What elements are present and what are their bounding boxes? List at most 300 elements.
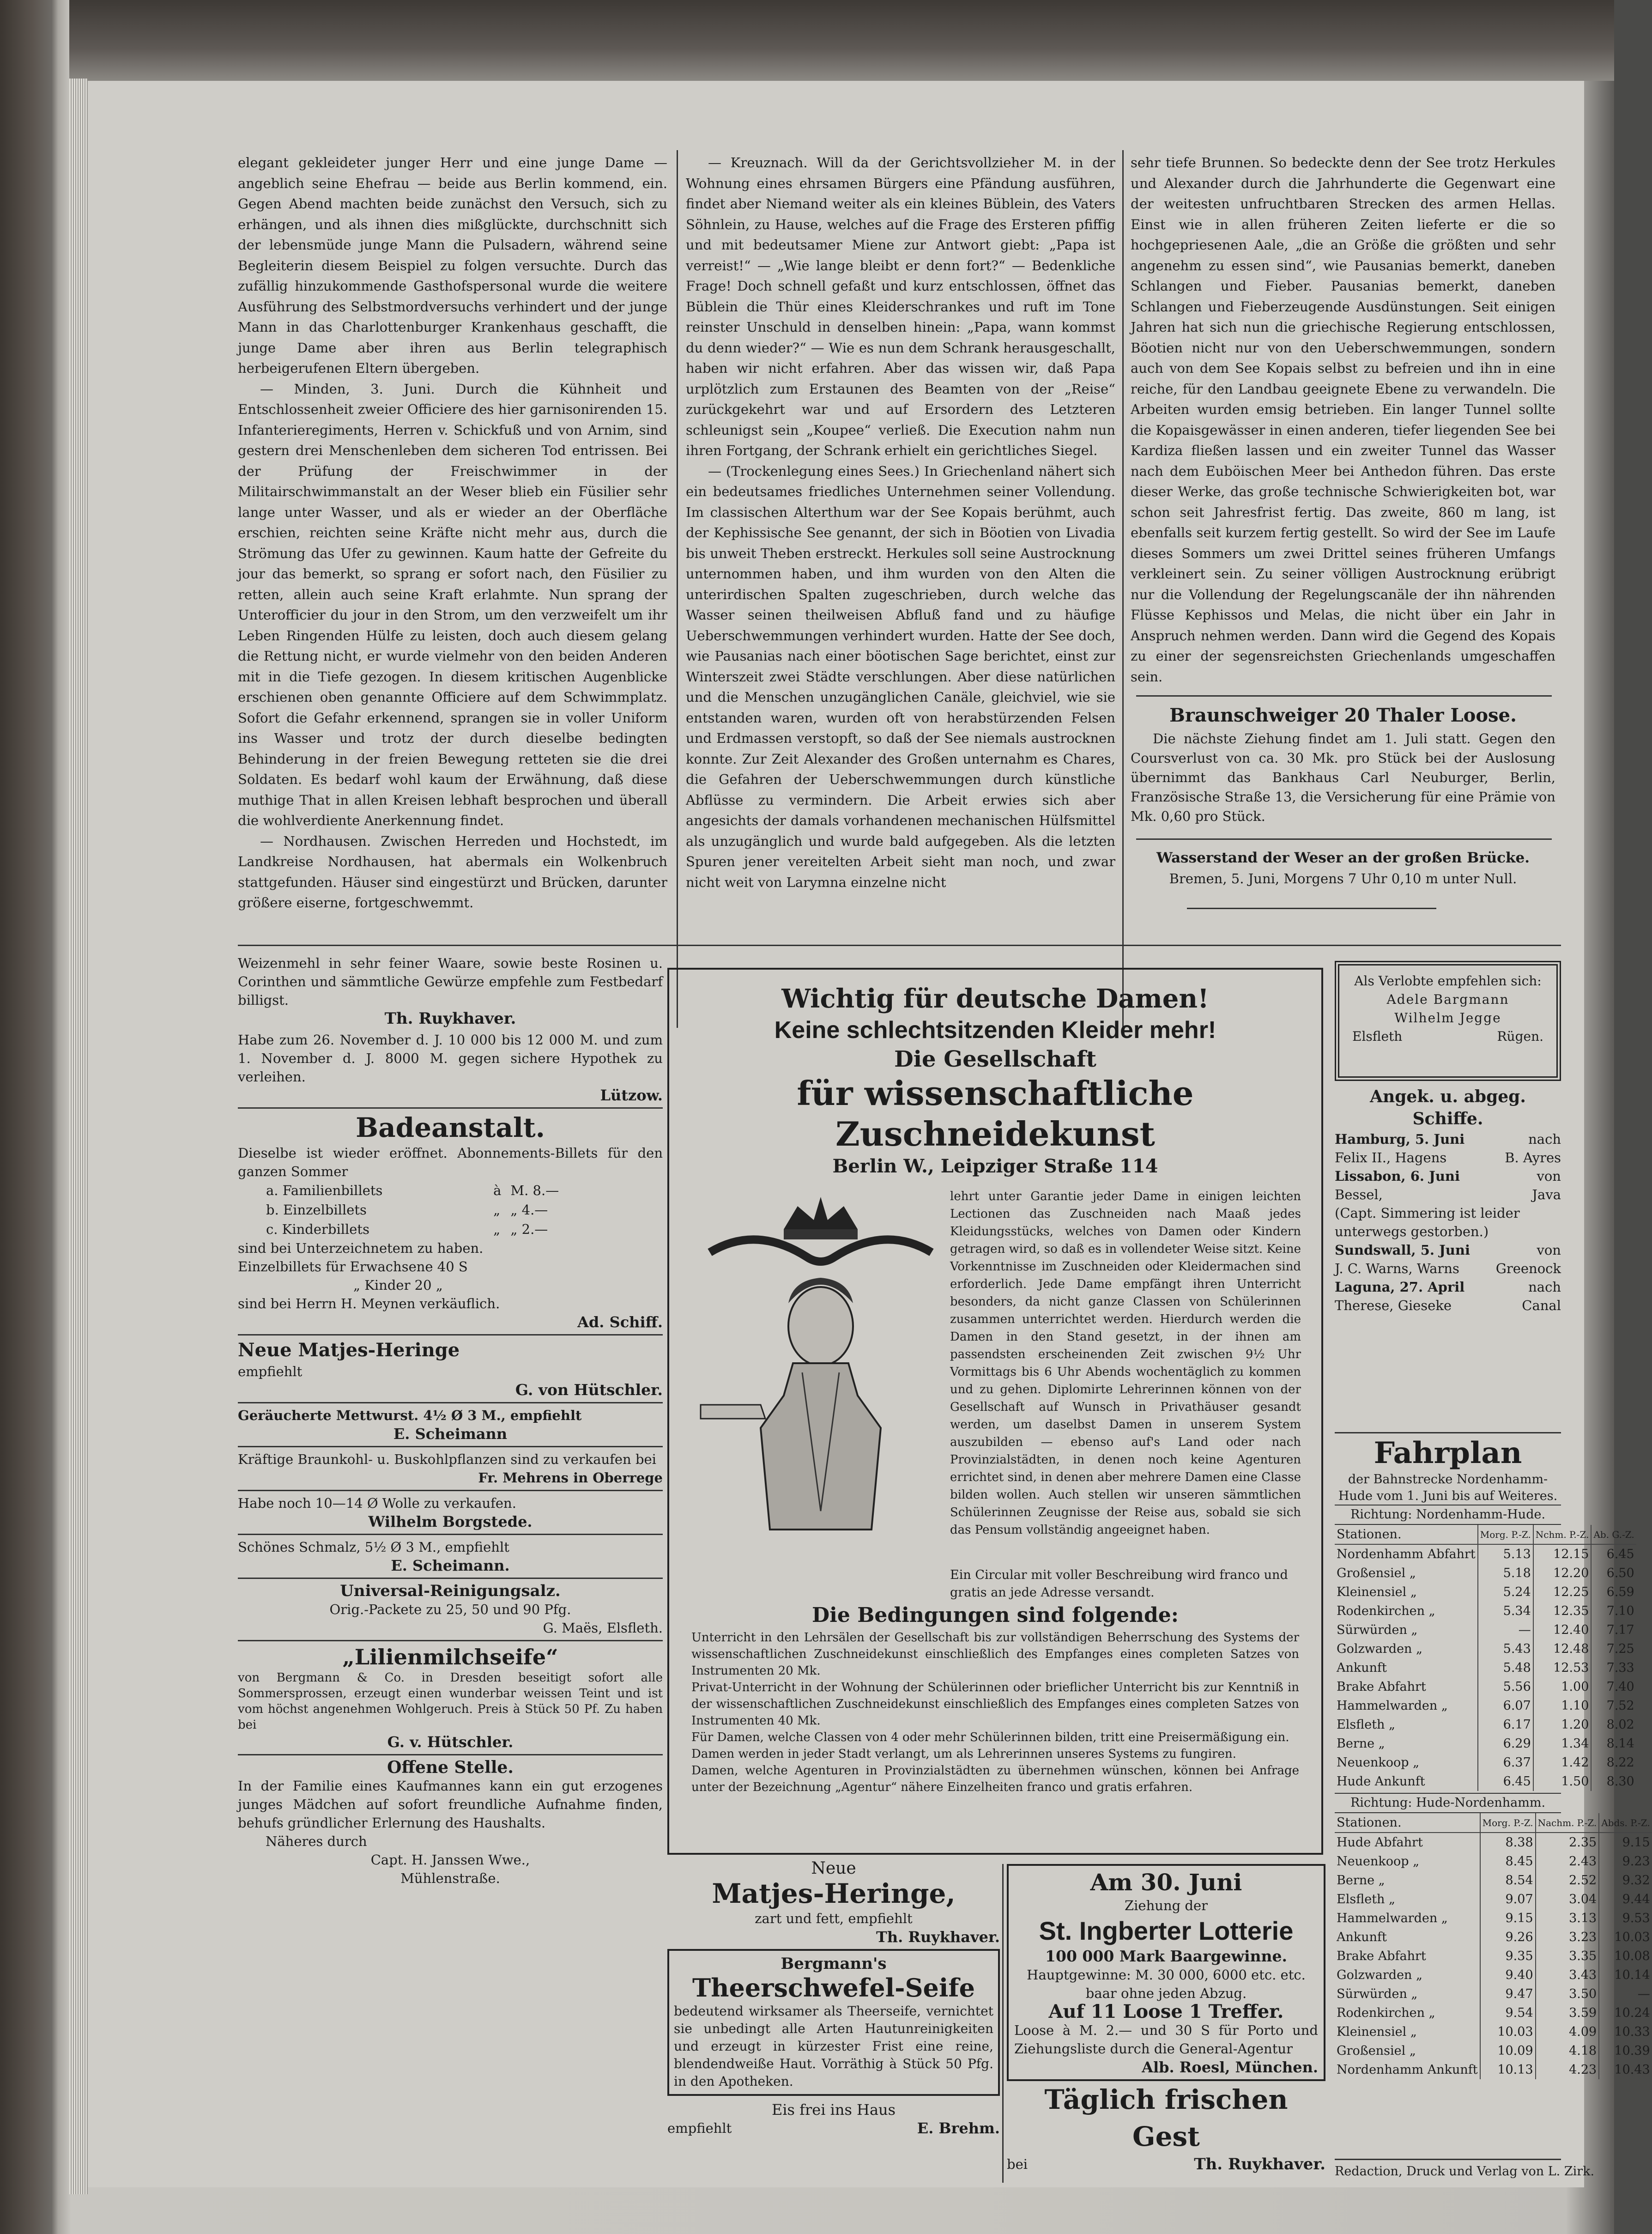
ad-mettwurst-text: Geräucherte Mettwurst. 4½ Ø 3 M., empfiehlt [238, 1408, 582, 1423]
ad-weizenmehl-signature: Th. Ruykhaver. [384, 1009, 516, 1028]
book-page-edges [69, 79, 88, 2194]
timetable-time: 8.54 [1480, 1871, 1536, 1890]
ad-matjes-title: Neue Matjes-Heringe [238, 1339, 460, 1361]
timetable-station: Sürwürden „ [1337, 1987, 1418, 2001]
timetable-station: Hammelwarden „ [1337, 1699, 1448, 1713]
timetable-time: 3.59 [1536, 2003, 1599, 2022]
price-value: M. 8.— [510, 1183, 559, 1198]
timetable-row [1335, 1985, 1652, 2003]
ad-stelle-signature: Capt. H. Janssen Wwe., [370, 1852, 530, 1868]
timetable-row [1335, 1909, 1652, 1928]
ad-stelle-text: In der Familie eines Kaufmannes kann ein gut erzogenes junges Mädchen auf sofort freundliche Aufnahme finden, behufs gründlicher Erlernung des Haushalts. [238, 1778, 663, 1831]
timetable-time: 5.34 [1478, 1602, 1533, 1621]
timetable-time: 6.17 [1478, 1715, 1533, 1734]
price-value: „ 4.— [510, 1202, 548, 1218]
timetable-header-cell: Morg. P.-Z. [1480, 1813, 1536, 1833]
timetable-time: 3.35 [1536, 1947, 1599, 1966]
ad-lotterie-title: St. Ingberter Lotterie [1039, 1916, 1294, 1945]
timetable-time: 3.23 [1536, 1928, 1599, 1947]
timetable-time: 12.48 [1533, 1639, 1591, 1658]
timetable-station: Brake Abfahrt [1337, 1680, 1426, 1694]
ad-reinigung-signature: G. Maës, Elsfleth. [543, 1620, 663, 1636]
ship-line [1335, 1278, 1561, 1296]
timetable-row [1335, 1544, 1636, 1564]
ad-lotterie-label: Ziehung der [1125, 1898, 1208, 1913]
ad-lilien-signature: G. v. Hütschler. [387, 1733, 514, 1751]
ad-lotterie-agent: Alb. Roesl, München. [1142, 2058, 1318, 2076]
timetable-station: Golzwarden „ [1337, 1642, 1423, 1656]
timetable-row [1335, 1928, 1652, 1947]
timetable-time: 2.52 [1536, 1871, 1599, 1890]
price-value: „ 2.— [510, 1221, 548, 1237]
fahrplan-section [1335, 1432, 1650, 2157]
ad-damen-conditions-title: Die Bedingungen sind folgende: [812, 1603, 1179, 1627]
news-column-2 [686, 152, 1115, 892]
ad-badeanstalt-prices [266, 1181, 605, 1239]
ship-line-left: Hamburg, 5. Juni [1335, 1131, 1465, 1147]
ad-reinigung-text: Orig.-Packete zu 25, 50 und 90 Pfg. [329, 1602, 571, 1617]
ship-line [1335, 1130, 1561, 1148]
ad-wolle-signature: Wilhelm Borgstede. [368, 1513, 533, 1530]
timetable-time: 5.13 [1478, 1544, 1533, 1564]
ad-damen-body-area [691, 1188, 1299, 1566]
ad-braunkohl-text: Kräftige Braunkohl- u. Buskohlpflanzen sind zu verkaufen bei [238, 1451, 656, 1467]
timetable-time: 6.37 [1478, 1753, 1533, 1772]
ad-gest-footer [1007, 2155, 1325, 2173]
timetable-time: 10.39 [1599, 2041, 1652, 2060]
timetable-time: 9.15 [1480, 1909, 1536, 1928]
ad-theer-brand: Bergmann's [781, 1955, 887, 1973]
timetable-row [1335, 1621, 1636, 1639]
timetable-time: 10.08 [1599, 1947, 1652, 1966]
ship-line [1335, 1148, 1561, 1167]
ad-theer-title: Theerschwefel-Seife [692, 1973, 975, 2003]
fahrplan-direction-2: Richtung: Hude-Nordenhamm. [1335, 1793, 1561, 1813]
ship-line-left: Lissabon, 6. Juni [1335, 1168, 1460, 1184]
timetable-time: 8.38 [1480, 1833, 1536, 1852]
timetable-time: 7.10 [1591, 1602, 1636, 1621]
timetable-time: 12.25 [1533, 1583, 1591, 1602]
ad-rule [238, 1490, 663, 1491]
ships-title: Angek. u. abgeg. Schiffe. [1370, 1087, 1526, 1129]
timetable-time: 4.09 [1536, 2022, 1599, 2041]
ad-braunkohl-signature: Fr. Mehrens in Oberrege [478, 1470, 663, 1486]
ad-damen-condition: Damen, welche Agenturen in Provinzialstädten zu übernehmen wünschen, können bei Anfrage unter der Bezeichnung „Agentur“ nähere Einzelheiten franco und gratis erfahren. [691, 1764, 1299, 1794]
timetable-time: 9.53 [1599, 1909, 1652, 1928]
timetable-time: 6.29 [1478, 1734, 1533, 1753]
ad-damen-condition: Für Damen, welche Classen von 4 oder mehr Schülerinnen bilden, tritt eine Preisermäßigung ein. [691, 1730, 1289, 1744]
timetable-station: Sürwürden „ [1337, 1623, 1418, 1637]
section-rule [1187, 908, 1436, 909]
ship-line-right: Greenock [1495, 1261, 1561, 1276]
ship-line-left: J. C. Warns, Warns [1335, 1261, 1459, 1276]
ship-line-left: (Capt. Simmering ist leider unterwegs gestorben.) [1335, 1205, 1520, 1239]
ad-badeanstalt-intro: Dieselbe ist wieder eröffnet. Abonnements-Billets für den ganzen Sommer [238, 1145, 663, 1179]
timetable-station: Hammelwarden „ [1337, 1911, 1448, 1925]
ad-matjes2-signature: Th. Ruykhaver. [876, 1928, 1000, 1946]
water-level-notice [1131, 848, 1555, 889]
ads-center-lower-right [1007, 1864, 1325, 2183]
timetable-time: 9.15 [1599, 1833, 1652, 1852]
timetable-header-cell: Stationen. [1337, 1815, 1402, 1830]
ad-badeanstalt-signature: Ad. Schiff. [577, 1313, 663, 1331]
ship-line-left: Laguna, 27. April [1335, 1279, 1465, 1295]
timetable-time: 6.45 [1478, 1772, 1533, 1791]
timetable-time: 5.24 [1478, 1583, 1533, 1602]
timetable-time: 4.23 [1536, 2060, 1599, 2079]
timetable-header-cell: Nachm. P.-Z. [1536, 1813, 1599, 1833]
ad-stelle-street: Mühlenstraße. [400, 1870, 500, 1886]
timetable-header-cell: Ab. G.-Z. [1591, 1525, 1636, 1544]
timetable-time: 10.09 [1480, 2041, 1536, 2060]
ship-line [1335, 1259, 1561, 1278]
ad-rule [238, 1578, 663, 1579]
timetable-station: Ankunft [1337, 1661, 1387, 1675]
ad-schmalz-text: Schönes Schmalz, 5½ Ø 3 M., empfiehlt [238, 1539, 509, 1555]
timetable-time: 6.45 [1591, 1544, 1636, 1564]
ad-lotterie-price: Loose à M. 2.— und 30 S für Porto und Ziehungsliste durch die General-Agentur [1014, 2022, 1318, 2057]
ad-eis-title: Eis frei ins Haus [771, 2101, 896, 2119]
footer-rule [1335, 2159, 1561, 2160]
timetable-time: 8.45 [1480, 1852, 1536, 1871]
timetable-time: 9.40 [1480, 1966, 1536, 1985]
price-row [266, 1220, 605, 1239]
news-paragraph: — Nordhausen. Zwischen Herreden und Hochstedt, im Landkreise Nordhausen, hat abermals ein Wolkenbruch stattgefunden. Häuser sind eingestürzt und Brücken, darunter größere eiserne, fortgeschwemmt. [238, 833, 667, 911]
timetable-time: 12.20 [1533, 1564, 1591, 1583]
timetable-time: 6.59 [1591, 1583, 1636, 1602]
ship-line [1335, 1204, 1561, 1241]
timetable-header-cell: Morg. P.-Z. [1478, 1525, 1533, 1544]
timetable-station: Großensiel „ [1337, 2044, 1416, 2058]
ad-damen-condition: Unterricht in den Lehrsälen der Gesellschaft bis zur vollständigen Beherrschung des Systems der wissenschaftlichen Zuschneidekunst einschließlich des Empfanges eines completen Satzes von Instrumenten 20 Mk. [691, 1631, 1299, 1678]
news-column-1 [238, 152, 667, 913]
timetable-header-row [1335, 1525, 1636, 1544]
timetable-row [1335, 1772, 1636, 1791]
ship-line-right: Java [1532, 1187, 1561, 1202]
ad-damen-box [667, 968, 1323, 1855]
ad-badeanstalt-title: Badeanstalt. [356, 1112, 545, 1143]
ship-line-right: von [1537, 1242, 1561, 1258]
section-rule [1136, 838, 1552, 840]
timetable-time: 7.17 [1591, 1621, 1636, 1639]
ad-matjes2-label: Neue [811, 1859, 856, 1878]
timetable-row [1335, 1734, 1636, 1753]
timetable-time: 10.14 [1599, 1966, 1652, 1985]
timetable-station: Brake Abfahrt [1337, 1949, 1426, 1963]
timetable-row [1335, 1564, 1636, 1583]
timetable-time: 9.35 [1480, 1947, 1536, 1966]
timetable-time: 12.15 [1533, 1544, 1591, 1564]
timetable-time: 7.25 [1591, 1639, 1636, 1658]
timetable-row [1335, 1890, 1652, 1909]
timetable-row [1335, 1871, 1652, 1890]
ad-damen-subheadline: Keine schlechtsitzenden Kleider mehr! [774, 1017, 1216, 1044]
price-prefix: „ [493, 1221, 501, 1237]
section-rule [1335, 1432, 1561, 1433]
ad-lotterie-note: baar ohne jeden Abzug. [1085, 1985, 1247, 2001]
timetable-time: 1.34 [1533, 1734, 1591, 1753]
timetable-row [1335, 1639, 1636, 1658]
ad-badeanstalt-seller: sind bei Herrn H. Meynen verkäuflich. [238, 1296, 500, 1311]
ship-line-left: Felix II., Hagens [1335, 1150, 1447, 1166]
timetable-time: 6.50 [1591, 1564, 1636, 1583]
price-label: b. Einzelbillets [266, 1202, 367, 1218]
ad-lotterie-main-prizes: Hauptgewinne: M. 30 000, 6000 etc. etc. [1027, 1967, 1306, 1983]
ships-section [1335, 1086, 1561, 1427]
timetable-time: 3.04 [1536, 1890, 1599, 1909]
ad-matjes-text: empfiehlt [238, 1364, 303, 1379]
timetable-header-cell: Abds. P.-Z. [1599, 1813, 1652, 1833]
news-column-3 [1131, 152, 1555, 687]
ad-lotterie-prize: 100 000 Mark Baargewinne. [1045, 1947, 1287, 1965]
timetable-time: 8.14 [1591, 1734, 1636, 1753]
ship-line-right: nach [1528, 1279, 1561, 1295]
timetable-time: 1.00 [1533, 1677, 1591, 1696]
ad-matjes2-title: Matjes-Heringe, [712, 1878, 956, 1909]
ship-line [1335, 1241, 1561, 1259]
fahrplan-title: Fahrplan [1374, 1436, 1522, 1470]
ad-matjes-signature: G. von Hütschler. [515, 1381, 663, 1399]
ad-hypothek-text: Habe zum 26. November d. J. 10 000 bis 12 000 M. und zum 1. November d. J. 8000 M. gegen sichere Hypothek zu verleihen. [238, 1032, 663, 1085]
ad-damen-body: lehrt unter Garantie jeder Dame in einigen leichten Lectionen das Zuschneiden nach Maaß jedes Kleidungsstücks, welches von Damen oder Kindern getragen wird, so daß es in vollendeter Weise sitzt. Keine Vorkenntnisse im Zuschneiden oder Kleidermachen sind erforderlich. Jede Dame empfängt ihren Unterricht besonders, da nicht ganze Classen von Schülerinnen zusammen unterrichtet werden. Hierdurch werden die Damen in den Stand gesetzt, in der ihnen am passendsten erscheinenden Zeit zwischen 9½ Uhr Vormittags bis 6 Uhr Abends wochentäglich zu kommen und zu gehen. Diplomirte Lehrerinnen können von der Gesellschaft auf Wunsch in Privathäuser gesandt werden, um daselbst Damen in unserem System auszubilden — ebenso auf's Land oder nach Provinzialstädten, in denen noch keine Agenturen errichtet sind, in denen aber mehrere Damen eine Classe bilden wollen. Auch stellen wir unseren sämmtlichen Schülerinnen Zeugnisse der Reise aus, sobald sie sich das Pensum vollständig angeeignet haben. [950, 1190, 1301, 1537]
ads-center-lower-left [667, 1859, 1000, 2183]
ad-eis-signature: E. Brehm. [917, 2119, 1000, 2137]
verlobt-intro: Als Verlobte empfehlen sich: [1354, 973, 1542, 989]
ad-badeanstalt-children: „ Kinder 20 „ [353, 1277, 443, 1293]
timetable-time: 1.10 [1533, 1696, 1591, 1715]
timetable-row [1335, 1966, 1652, 1985]
timetable-time: 9.44 [1599, 1890, 1652, 1909]
timetable-time: 1.50 [1533, 1772, 1591, 1791]
timetable-time: 7.33 [1591, 1658, 1636, 1677]
timetable-station: Kleinensiel „ [1337, 1585, 1417, 1599]
ship-line [1335, 1167, 1561, 1185]
timetable-time: 1.20 [1533, 1715, 1591, 1734]
fahrplan-direction-1: Richtung: Nordenhamm-Hude. [1335, 1505, 1561, 1525]
timetable-time: 12.53 [1533, 1658, 1591, 1677]
ad-damen-circular: Ein Circular mit voller Beschreibung wird franco und gratis an jede Adresse versandt. [950, 1568, 1288, 1600]
ads-top-rule [238, 945, 1561, 946]
ship-line-right: nach [1528, 1131, 1561, 1147]
timetable-station: Hude Abfahrt [1337, 1835, 1423, 1850]
timetable-time: 5.56 [1478, 1677, 1533, 1696]
ships-list [1335, 1130, 1561, 1315]
timetable-station: Rodenkirchen „ [1337, 1604, 1435, 1618]
ad-lotterie-box [1007, 1864, 1325, 2081]
ad-eis-text: empfiehlt [667, 2120, 732, 2136]
ad-reinigung-title: Universal-Reinigungsalz. [340, 1582, 561, 1600]
timetable-station: Ankunft [1337, 1930, 1387, 1944]
ad-damen-headline: Wichtig für deutsche Damen! [781, 983, 1209, 1014]
timetable-station: Rodenkirchen „ [1337, 2006, 1435, 2020]
timetable-time: 10.03 [1599, 1928, 1652, 1947]
timetable-time: 2.35 [1536, 1833, 1599, 1852]
timetable-row [1335, 1715, 1636, 1734]
timetable-time: 7.40 [1591, 1677, 1636, 1696]
imprint: Redaction, Druck und Verlag von L. Zirk. [1335, 2164, 1595, 2179]
timetable-row [1335, 1583, 1636, 1602]
water-level-text: Bremen, 5. Juni, Morgens 7 Uhr 0,10 m unter Null. [1169, 870, 1517, 886]
ship-line [1335, 1296, 1561, 1315]
news-paragraph: — (Trockenlegung eines Sees.) In Griechenland nähert sich ein bedeutsames friedliches Unternehmen seiner Vollendung. Im classischen Alterthum war der See Kopais berühmt, auch der Kephissische See genannt, der sich in Böotien von Livadia bis unweit Theben erstreckt. Herkules soll seine Austrocknung unternommen haben, und ihm wurden von den Alten die unterirdischen Spalten zugeschrieben, durch welche das Wasser seinen theilweisen Abfluß fand und zu häufige Ueberschwemmungen verhindert wurden. Hatte der See doch, wie Pausanias nach einer böotischen Sage berichtet, einst zur Winterszeit zwei Städte verschlungen. Aber diese natürlichen und die Menschen unzugänglichen Canäle, gleichviel, wie sie entstanden waren, wurden oft von herabstürzenden Felsen und Erdmassen verstopft, so daß der See niemals austrocknen konnte. Zur Zeit Alexander des Großen unternahm es Chares, die Gefahren der Ueberschwemmungen durch künstliche Abflüsse zu vermindern. Die Arbeit erwies sich aber angesichts der damals vorhandenen mechanischen Hülfsmittel als unzugänglich und wurde bald aufgegeben. Als die letzten Spuren jener vereitelten Arbeit sieht man noch, und zwar nicht weit von Larymna einzelne nicht [686, 463, 1115, 890]
ad-damen-company-label: Die Gesellschaft [894, 1046, 1096, 1072]
timetable-time: 10.33 [1599, 2022, 1652, 2041]
timetable-time: 9.32 [1599, 1871, 1652, 1890]
timetable-time: 1.42 [1533, 1753, 1591, 1772]
timetable-station: Kleinensiel „ [1337, 2025, 1417, 2039]
ship-line [1335, 1185, 1561, 1204]
timetable-row [1335, 1696, 1636, 1715]
timetable-station: Nordenhamm Abfahrt [1337, 1547, 1476, 1561]
timetable-time: 8.02 [1591, 1715, 1636, 1734]
fahrplan-table-2 [1335, 1813, 1652, 2079]
ad-rule [238, 1334, 663, 1336]
timetable-row [1335, 1677, 1636, 1696]
news-paragraph: sehr tiefe Brunnen. So bedeckte denn der See trotz Herkules und Alexander durch die Jahrhunderte die Gegenwart eine der weitesten unfruchtbaren Strecken des armen Hellas. Einst wie in allen früheren Zeiten lieferte er die so hochgepriesenen Aale, „die an Größe die größten und sehr angenehm zu essen sind“, wie Pausanias bemerkt, daneben Schlangen und Fieber. Pausanias bemerkt, daneben Schlangen und Fieberzeugende Ausdünstungen. Seit einigen Jahren hat sich nun die griechische Regierung entschlossen, Böotien nicht nur von den Ueberschwemmungen, sondern auch von dem See Kopais selbst zu befreien und ihn in eine reiche, für den Landbau geeignete Ebene zu verwandeln. Die Arbeiten wurden emsig betrieben. Ein langer Tunnel sollte die Kopaisgewässer in einen anderen, tiefer liegenden See bei Kardiza fließen lassen und ein zweiter Tunnel das Wasser nach dem Euböischen Meer bei Anthedon führen. Das erste dieser Werke, das große technische Schwierigkeiten bot, war schon seit Jahresfrist fertig. Das zweite, 860 m lang, ist ebenfalls seit kurzem fertig gestellt. So wird der See im Laufe dieses Sommers um zwei Drittel seines früheren Umfangs verkleinert sein. Zu seiner völligen Austrocknung erübrigt nur die Vollendung der Regelungscanäle der ihn nährenden Flüsse Kephissos und Melas, die nicht über ein Jahr in Anspruch nehmen werden. Dann wird die Gegend des Kopais zu einer der segensreichsten Griechenlands umgeschaffen sein. [1131, 155, 1555, 685]
timetable-row [1335, 1753, 1636, 1772]
price-label: a. Familienbillets [266, 1183, 383, 1198]
timetable-time: 2.43 [1536, 1852, 1599, 1871]
timetable-time: 4.18 [1536, 2041, 1599, 2060]
fahrplan-table-1 [1335, 1525, 1636, 1791]
ad-matjes2-text: zart und fett, empfiehlt [755, 1911, 913, 1926]
timetable-time: 3.50 [1536, 1985, 1599, 2003]
price-row [266, 1181, 605, 1200]
ad-damen-condition: Damen werden in jeder Stadt verlangt, um als Lehrerinnen unseres Systems zu fungiren. [691, 1747, 1236, 1761]
timetable-time: 12.40 [1533, 1621, 1591, 1639]
timetable-time: 9.23 [1599, 1852, 1652, 1871]
section-rule [1136, 695, 1552, 697]
ad-badeanstalt-after: sind bei Unterzeichnetem zu haben. [238, 1240, 484, 1256]
timetable-time: — [1478, 1621, 1533, 1639]
timetable-time: 9.26 [1480, 1928, 1536, 1947]
price-prefix: „ [493, 1202, 501, 1218]
ad-stelle-contact: Näheres durch [266, 1833, 367, 1849]
verlobt-bride: Adele Bargmann [1386, 992, 1509, 1007]
loose-notice [1131, 702, 1555, 826]
ad-verlobt-box [1335, 961, 1561, 1081]
timetable-time: 10.43 [1599, 2060, 1652, 2079]
timetable-time: 7.52 [1591, 1696, 1636, 1715]
verlobt-groom: Wilhelm Jegge [1394, 1010, 1501, 1026]
ad-rule [238, 1534, 663, 1535]
verlobt-places [1352, 1027, 1543, 1046]
timetable-time: 9.47 [1480, 1985, 1536, 2003]
news-paragraph: — Minden, 3. Juni. Durch die Kühnheit und Entschlossenheit zweier Officiere des hier garnisonirenden 15. Infanterieregiments, Herren v. Schickfuß und von Arnim, sind gestern drei Menschenleben dem sicheren Tod entrissen. Bei der Prüfung der Freischwimmer in der Militairschwimmanstalt an der Weser blieb ein Füsilier sehr lange unter Wasser, und als er wieder an der Oberfläche erschien, reichten seine Kräfte nicht mehr aus, durch die Strömung das Ufer zu gewinnen. Kaum hatte der Gefreite du jour das bemerkt, so sprang er sofort nach, den Füsilier zu retten, allein auch seine Kraft erlahmte. Nun sprang der Unterofficier du jour in den Strom, um den verzweifelt um ihr Leben Ringenden Hülfe zu leisten, doch auch diesem gelang die Rettung nicht, er wurde vielmehr von den beiden Anderen mit in die Tiefe gezogen. In diesem kritischen Augenblicke erschienen oben genannte Officiere auf dem Schwimmplatz. Sofort die Gefahr erkennend, sprangen sie in voller Uniform ins Wasser und trotz der durch dieselbe bedingten Behinderung in der freien Bewegung retteten sie die drei Soldaten. Es bedarf wohl kaum der Erwähnung, daß diese muthige That in allen Kreisen lebhaft besprochen und überall die wohlverdiente Anerkennung findet. [238, 381, 667, 828]
timetable-time: 5.43 [1478, 1639, 1533, 1658]
timetable-station: Berne „ [1337, 1736, 1385, 1751]
timetable-station: Berne „ [1337, 1873, 1385, 1888]
timetable-time: 10.03 [1480, 2022, 1536, 2041]
ad-weizenmehl-text: Weizenmehl in sehr feiner Waare, sowie beste Rosinen u. Corinthen und sämmtliche Gewürze empfehle zum Festbedarf billigst. [238, 955, 663, 1008]
column-rule [1122, 150, 1124, 1028]
ad-lilien-text: von Bergmann & Co. in Dresden beseitigt sofort alle Sommersprossen, erzeugt einen wunderbar weissen Teint und ist vom höchst angenehmen Wohlgeruch. Preis à Stück 50 Pf. Zu haben bei [238, 1671, 663, 1732]
timetable-row [1335, 2060, 1652, 2079]
ad-rule [238, 1640, 663, 1641]
ad-damen-address: Berlin W., Leipziger Straße 114 [832, 1155, 1158, 1177]
timetable-station: Elsfleth „ [1337, 1892, 1395, 1906]
ship-line-left: Bessel, [1335, 1187, 1383, 1202]
timetable-time: — [1599, 1985, 1652, 2003]
timetable-header-cell: Nchm. P.-Z. [1533, 1525, 1591, 1544]
ad-rule [238, 1754, 663, 1755]
timetable-station: Großensiel „ [1337, 1566, 1416, 1580]
ad-stelle-title: Offene Stelle. [387, 1758, 514, 1777]
ad-eis-footer [667, 2119, 1000, 2137]
timetable-row [1335, 1852, 1652, 1871]
ad-theer-text: bedeutend wirksamer als Theerseife, vernichtet sie unbedingt alle Arten Hautunreinigkeiten und erzeugt in kürzester Frist eine reine, blendendweiße Haut. Vorräthig à Stück 50 Pfg. in den Apotheken. [674, 2003, 993, 2089]
ship-line-right: B. Ayres [1505, 1150, 1561, 1166]
timetable-row [1335, 2041, 1652, 2060]
timetable-header-cell: Stationen. [1337, 1527, 1402, 1542]
water-level-title: Wasserstand der Weser an der großen Brücke. [1156, 850, 1530, 866]
timetable-time: 3.43 [1536, 1966, 1599, 1985]
timetable-row [1335, 1658, 1636, 1677]
timetable-row [1335, 2003, 1652, 2022]
ad-mettwurst-signature: E. Scheimann [393, 1425, 508, 1443]
ad-gest-text: bei [1007, 2156, 1028, 2172]
ship-line-right: von [1537, 1168, 1561, 1184]
book-top-edge [69, 0, 1614, 81]
ad-gest-signature: Th. Ruykhaver. [1194, 2155, 1325, 2173]
lady-illustration-icon [691, 1188, 950, 1566]
price-row [266, 1200, 605, 1220]
timetable-row [1335, 1947, 1652, 1966]
column-rule [1002, 1864, 1004, 2183]
ad-lotterie-date: Am 30. Juni [1090, 1869, 1242, 1896]
ad-theer-box [667, 1949, 1000, 2096]
timetable-row [1335, 2022, 1652, 2041]
timetable-time: 5.48 [1478, 1658, 1533, 1677]
verlobt-place-groom: Rügen. [1497, 1029, 1543, 1044]
price-label: c. Kinderbillets [266, 1221, 369, 1237]
timetable-station: Golzwarden „ [1337, 1968, 1423, 1982]
newspaper-page [88, 81, 1650, 2187]
column-rule [677, 150, 678, 1028]
timetable-time: 3.13 [1536, 1909, 1599, 1928]
ad-wolle-text: Habe noch 10—14 Ø Wolle zu verkaufen. [238, 1495, 516, 1511]
timetable-time: 8.30 [1591, 1772, 1636, 1791]
ad-lilien-title: „Lilienmilchseife“ [342, 1645, 558, 1669]
ship-line-right: Canal [1522, 1298, 1561, 1313]
ad-rule [238, 1446, 663, 1447]
timetable-time: 12.35 [1533, 1602, 1591, 1621]
timetable-time: 9.07 [1480, 1890, 1536, 1909]
timetable-time: 8.22 [1591, 1753, 1636, 1772]
timetable-header-row [1335, 1813, 1652, 1833]
timetable-time: 6.07 [1478, 1696, 1533, 1715]
timetable-station: Neuenkoop „ [1337, 1755, 1420, 1770]
timetable-station: Nordenhamm Ankunft [1337, 2063, 1478, 2077]
timetable-station: Elsfleth „ [1337, 1718, 1395, 1732]
loose-body: Die nächste Ziehung findet am 1. Juli statt. Gegen den Coursverlust von ca. 30 Mk. pro Stück bei der Auslosung übernimmt das Bankhaus Carl Neuburger, Berlin, Französische Straße 13, die Versicherung für eine Prämie von Mk. 0,60 pro Stück. [1131, 731, 1555, 824]
fahrplan-subtitle: der Bahnstrecke Nordenhamm-Hude vom 1. Juni bis auf Weiteres. [1338, 1472, 1558, 1503]
timetable-row [1335, 1602, 1636, 1621]
loose-title: Braunschweiger 20 Thaler Loose. [1169, 704, 1517, 726]
timetable-time: 10.24 [1599, 2003, 1652, 2022]
ad-gest-title: Täglich frischen Gest [1044, 2084, 1288, 2152]
timetable-time: 10.13 [1480, 2060, 1536, 2079]
ad-damen-condition: Privat-Unterricht in der Wohnung der Schülerinnen oder brieflicher Unterricht bis zur Kenntniß in der wissenschaftlichen Zuschneidekunst einschließlich des Empfanges eines completen Satzes von Instrumenten 40 Mk. [691, 1681, 1299, 1728]
news-paragraph: elegant gekleideter junger Herr und eine junge Dame — angeblich seine Ehefrau — beide aus Berlin kommend, ein. Gegen Abend machten beide zunächst den Versuch, sich zu erhängen, und als ihnen dies mißglückte, durchschnitt sich der lebensmüde junge Mann die Pulsadern, während seine Begleiterin diesem Beispiel zu folgen versuchte. Durch das zufällig hinzukommende Gasthofspersonal wurde die weitere Ausführung des Selbstmordversuchs verhindert und der junge Mann in das Charlottenburger Krankenhaus geschafft, die junge Dame aber ihren aus Berlin telegraphisch herbeigerufenen Eltern übergeben. [238, 155, 667, 376]
ads-left-column [238, 954, 663, 2183]
ad-hypothek-signature: Lützow. [600, 1087, 663, 1104]
ship-line-left: Sundswall, 5. Juni [1335, 1242, 1470, 1258]
ad-rule [238, 1402, 663, 1403]
ad-rule [238, 1107, 663, 1109]
verlobt-place-bride: Elsfleth [1352, 1029, 1403, 1044]
news-paragraph: — Kreuznach. Will da der Gerichtsvollzieher M. in der Wohnung eines ehrsamen Bürgers eine Pfändung ausführen, findet aber Niemand weiter als ein kleines Büblein, des Vaters Söhnlein, zu Hause, welches auf die Frage des Ersteren pfiffig und mit bedeutsamer Miene zur Antwort giebt: „Papa ist verreist!“ — „Wie lange bleibt er denn fort?“ — Bedenkliche Frage! Doch schnell gefaßt und kurz entschlossen, öffnet das Büblein die Thür eines Kleiderschrankes und ruft im Tone reinster Unschuld in denselben hinein: „Papa, wann kommst du denn wieder?“ — Wie es nun dem Schrank herausgeschallt, haben wir nicht erfahren. Aber das wissen wir, daß Papa urplötzlich zum Erstaunen des Beamten von der „Reise“ zurückgekehrt war und auf Ersordern des Letzteren schleunigst sein „Koupee“ verließ. Die Execution nahm nun ihren Fortgang, der Schrank erhielt ein gerichtliches Siegel. [686, 155, 1115, 458]
